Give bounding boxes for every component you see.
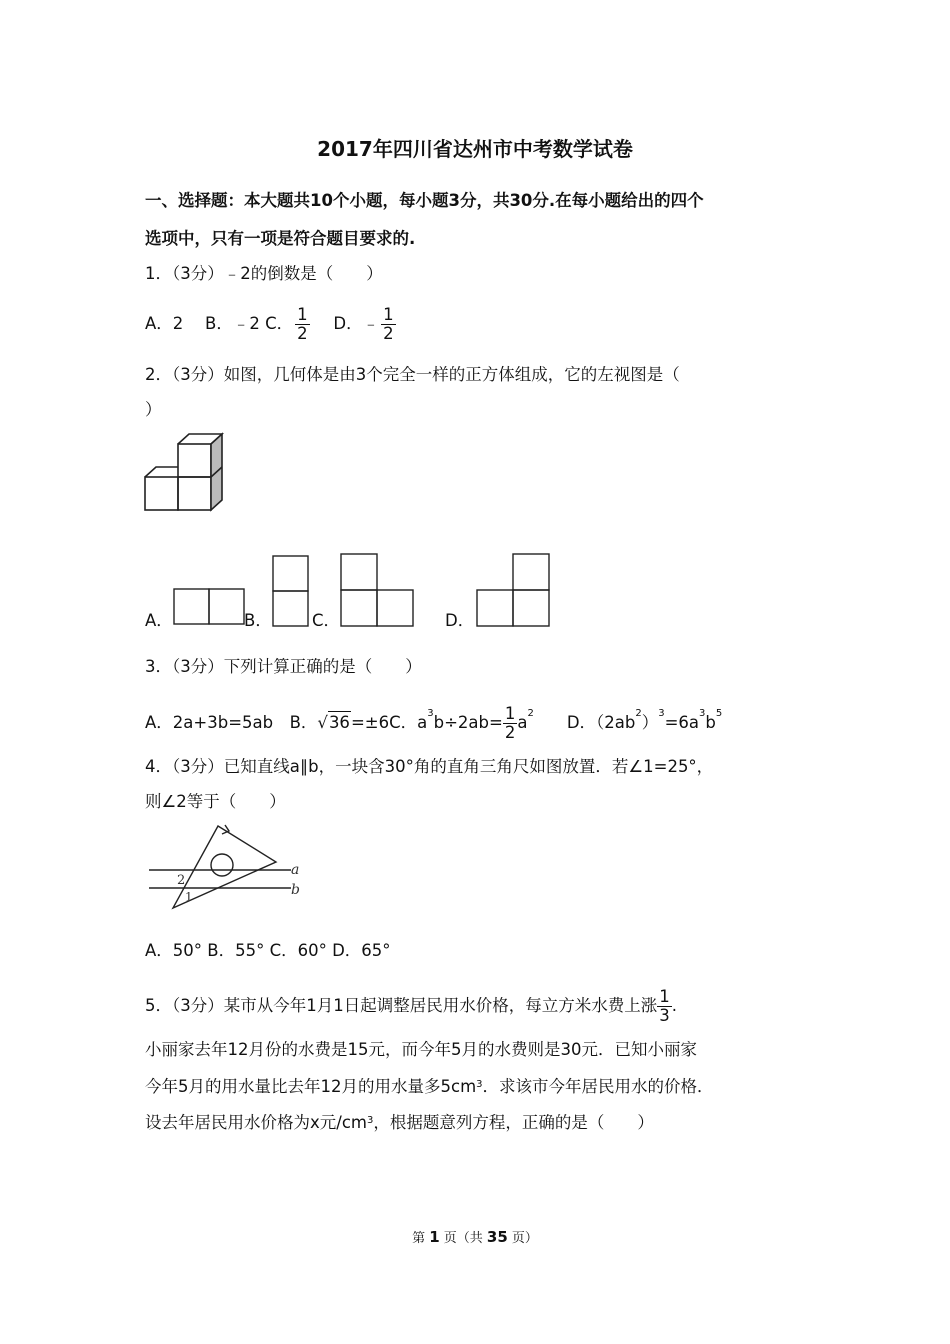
q3-sqrt-radicand: 36 [328,713,350,732]
q1-fraction-d [381,306,396,343]
q3-d-sup-3b: 3 [699,708,706,719]
q4-label-2: 2 [177,873,186,888]
q4-stem: 4．（3分）已知直线a∥b，一块含30°角的直角三角尺如图放置．若∠1=25°， [145,757,714,776]
q1-option-d: D．﹣ [333,314,380,333]
q3-option-b-rest: =±6C．a [350,713,428,732]
q2-stem-cont: ） [145,400,162,419]
q5-line3-sup: 3 [476,1079,483,1090]
q5-line4-sup: 3 [366,1115,374,1126]
q3-option-d-b: b [705,713,716,732]
q5-line3-a: 今年5月的用水量比去年12月的用水量多5cm [145,1077,477,1096]
q3-option-d-mid: ） [641,713,659,732]
q2-label-d: D． [445,611,475,630]
section-header-line2: 选项中，只有一项是符合题目要求的. [145,229,416,248]
q5-line4-a: 设去年居民用水价格为x元/cm [145,1113,367,1132]
q1-fraction-c [295,306,310,343]
q3-fraction [503,705,518,742]
footer-page-number: 1 [429,1228,440,1246]
q3-d-sup-3: 3 [658,708,665,719]
footer-total-pages: 35 [486,1228,508,1246]
q3-option-d-eq: =6a [664,713,700,732]
q3-options [145,705,722,742]
q1-frac-num: 1 [297,305,308,324]
q2-label-b: B． [244,611,272,630]
q5-line2: 小丽家去年12月份的水费是15元，而今年5月的水费则是30元．已知小丽家 [145,1040,697,1059]
footer-post: 页） [507,1231,538,1246]
q4-triangle-figure [143,822,313,914]
q1-frac2-num: 1 [383,305,394,324]
sqrt-icon: √ [317,713,328,732]
q5-line3-b: ．求该市今年居民用水的价格． [482,1077,714,1096]
footer-mid: 页（共 [439,1231,487,1246]
q3-sup-3: 3 [427,708,434,719]
q5-line3 [145,1076,714,1098]
q2-option-a-figure [173,588,245,626]
q3-option-d: D．（2ab [566,713,636,732]
q5-line4-b: ，根据题意列方程，正确的是（ ） [373,1113,654,1132]
q4-stem-cont: 则∠2等于（ ） [145,792,286,811]
q3-option-c-mid: b÷2ab= [433,713,503,732]
q5-frac-den: 3 [659,1006,670,1025]
q3-d-sup-5: 5 [715,708,723,719]
q3-option-a: A．2a+3b=5ab B． [145,713,318,732]
page-title: 2017年四川省达州市中考数学试卷 [317,137,633,161]
q3-d-sup-2: 2 [635,708,642,719]
q5-stem-text: 5．（3分）某市从今年1月1日起调整居民用水价格，每立方米水费上涨 [145,996,658,1015]
q2-option-b-figure [272,555,310,627]
q4-label-1: 1 [185,890,193,904]
q3-frac-den: 2 [504,723,516,742]
q5-stem [145,988,677,1025]
q5-stem-end: . [671,996,677,1015]
q4-label-b: b [291,882,300,898]
section-header-line1: 一、选择题：本大题共10个小题，每小题3分，共30分.在每小题给出的四个 [145,191,704,210]
q3-frac-num: 1 [504,704,516,723]
q4-label-a: a [291,862,300,878]
q1-options [145,306,398,343]
q3-stem: 3．（3分）下列计算正确的是（ ） [145,657,422,676]
q1-frac-den: 2 [297,324,308,343]
q2-label-c: C． [312,611,341,630]
page-footer [0,1227,950,1246]
q5-line4 [145,1112,654,1134]
footer-pre: 第 [412,1231,430,1246]
q2-stem: 2．（3分）如图，几何体是由3个完全一样的正方体组成，它的左视图是（ [145,365,680,384]
q2-option-d-figure [476,553,550,627]
q2-option-c-figure [340,553,414,627]
q1-frac2-den: 2 [383,324,394,343]
q5-frac-num: 1 [659,987,670,1006]
q3-option-c-end: a [517,713,528,732]
q2-label-a: A． [145,611,173,630]
q3-sup-2: 2 [527,708,534,719]
q1-stem: 1．（3分）﹣2的倒数是（ ） [145,264,383,283]
q5-fraction [657,988,672,1025]
q4-options: A．50° B．55° C．60° D．65° [145,941,391,960]
q1-option-abc: A．2 B．﹣2 C． [145,314,294,333]
q2-solid-figure [143,432,225,512]
